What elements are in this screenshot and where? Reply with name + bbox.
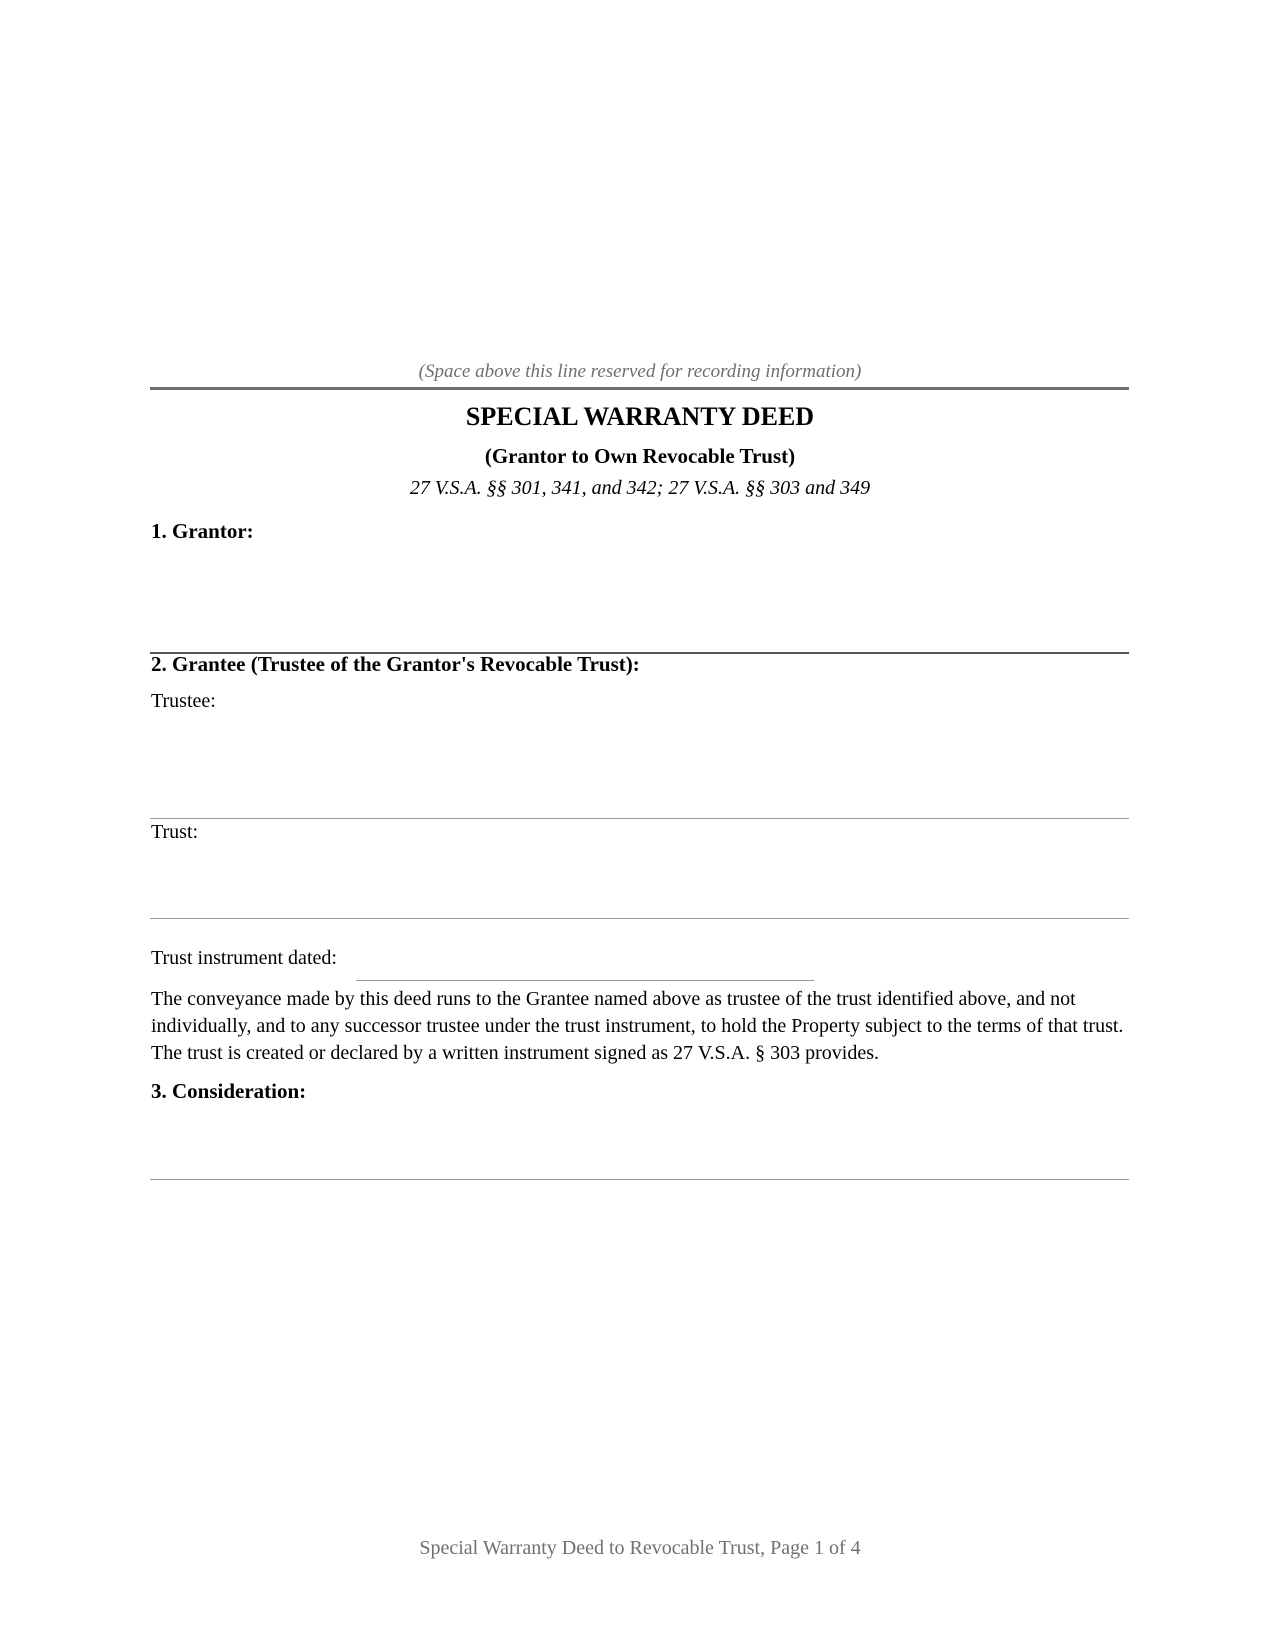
recording-divider-line (150, 387, 1129, 390)
document-subtitle: (Grantor to Own Revocable Trust) (484, 444, 796, 468)
document-title: SPECIAL WARRANTY DEED (465, 402, 815, 431)
consideration-heading: 3. Consideration: (151, 1079, 307, 1103)
consideration-field-line[interactable] (150, 1179, 1129, 1180)
conveyance-paragraph: The conveyance made by this deed runs to the Grantee named above as trustee of the trust identified above, and not individually, and to any successor trustee under the trust instrument, to hold the Property subject to the terms of that trust. The trust is created or declared by a written instrument signed as 27 V.S.A. § 303 provides. (151, 988, 1124, 1064)
trust-label: Trust: (151, 821, 199, 843)
trust-field-line[interactable] (150, 918, 1129, 919)
trust-instrument-dated-label: Trust instrument dated: (151, 947, 337, 969)
recording-space-note: (Space above this line reserved for recording information) (418, 361, 862, 382)
trust-instrument-date-line[interactable] (356, 980, 814, 981)
grantee-heading: 2. Grantee (Trustee of the Grantor's Revocable Trust): (151, 652, 640, 676)
trustee-label: Trustee: (151, 690, 216, 712)
grantor-heading: 1. Grantor: (151, 519, 254, 543)
statute-citation: 27 V.S.A. §§ 301, 341, and 342; 27 V.S.A. §§ 303 and 349 (409, 477, 871, 499)
page-footer: Special Warranty Deed to Revocable Trust, Page 1 of 4 (419, 1537, 861, 1559)
trustee-field-line[interactable] (150, 818, 1129, 819)
